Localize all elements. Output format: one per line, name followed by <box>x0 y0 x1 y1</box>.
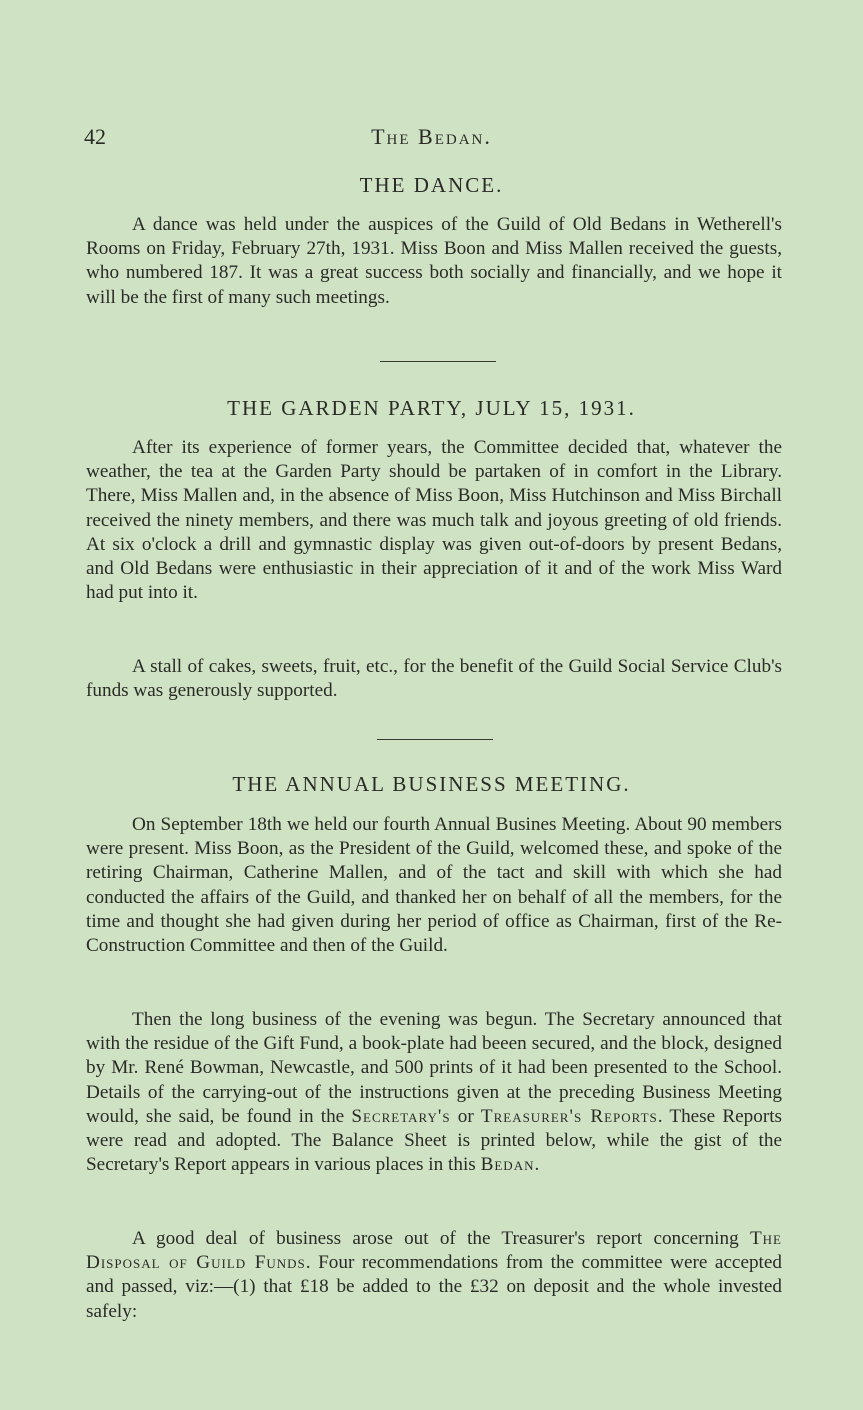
heading-annual-meeting: THE ANNUAL BUSINESS MEETING. <box>232 772 631 796</box>
text-run: A good deal of business arose out of the Treasurer's report concerning <box>132 1228 739 1249</box>
section-divider <box>380 361 496 362</box>
running-head <box>84 124 779 154</box>
paragraph-dance-1: A dance was held under the auspices of the Guild of Old Bedans in Wetherell's Rooms on Friday, February 27th, 1931. Miss Boon and Miss Mallen received the guests, who numbered 187. It was a great success both socially and financially, and we hope it will be the first of many such meetings. <box>86 214 782 308</box>
paragraph-meeting-3 <box>86 1227 782 1324</box>
heading-dance: THE DANCE. <box>359 173 504 197</box>
small-caps-text: Bedan <box>480 1154 535 1176</box>
text-run: or <box>457 1105 474 1127</box>
text-run: . Four recommendations from the committee were accepted and passed, viz:—(1) that £18 be added to the £32 on deposit and the whole invested safely: <box>86 1252 782 1322</box>
section-divider <box>377 739 493 740</box>
heading-garden-party: THE GARDEN PARTY, JULY 15, 1931. <box>227 396 636 420</box>
paragraph-meeting-1: On September 18th we held our fourth Annual Busines Meeting. About 90 members were present. Miss Boon, as the President of the Guild, welcomed these, and spoke of the retiring Chairman, Catherine Mallen, and of the tact and skill with which she had conducted the affairs of the Guild, and thanked her on behalf of all the members, for the time and thought she had given during her period of office as Chairman, first of the Re-Construction Committee and then of the Guild. <box>86 814 782 957</box>
text-run: . <box>534 1154 540 1176</box>
small-caps-text: Treasurer's Reports <box>480 1105 658 1127</box>
small-caps-text: The Disposal of Guild Funds <box>86 1228 782 1274</box>
text-run: . These Reports were read and adopted. The Balance Sheet is printed below, while the gist of the Secretary's Report appears in various places in this <box>86 1105 783 1176</box>
paragraph-garden-party-1: After its experience of former years, the Committee decided that, whatever the weather, the tea at the Garden Party should be partaken of in comfort in the Library. There, Miss Mallen and, in the absence of Miss Boon, Miss Hutchinson and Miss Birchall received the ninety members, and there was much talk and joyous greeting of old friends. At six o'clock a drill and gymnastic display was given out-of-doors by present Bedans, and Old Bedans were enthusiastic in their appreciation of it and of the work Miss Ward had put into it. <box>86 437 782 604</box>
paragraph-meeting-2 <box>86 1008 782 1177</box>
journal-title: The Bedan. <box>371 124 492 149</box>
page-number: 42 <box>84 124 106 149</box>
small-caps-text: Secretary's <box>351 1105 451 1127</box>
text-run: Then the long business of the evening was begun. The Secretary announced that with the residue of the Gift Fund, a book-plate had beeen secured, and the block, designed by Mr. René Bowman, Newcastle, and 500 prints of it had been presented to the School. Details of the carrying-out of the instructions given at the preceding Business Meeting would, she said, be found in the <box>86 1009 782 1127</box>
paragraph-garden-party-2: A stall of cakes, sweets, fruit, etc., for the benefit of the Guild Social Service Club's funds was generously supported. <box>86 656 782 702</box>
